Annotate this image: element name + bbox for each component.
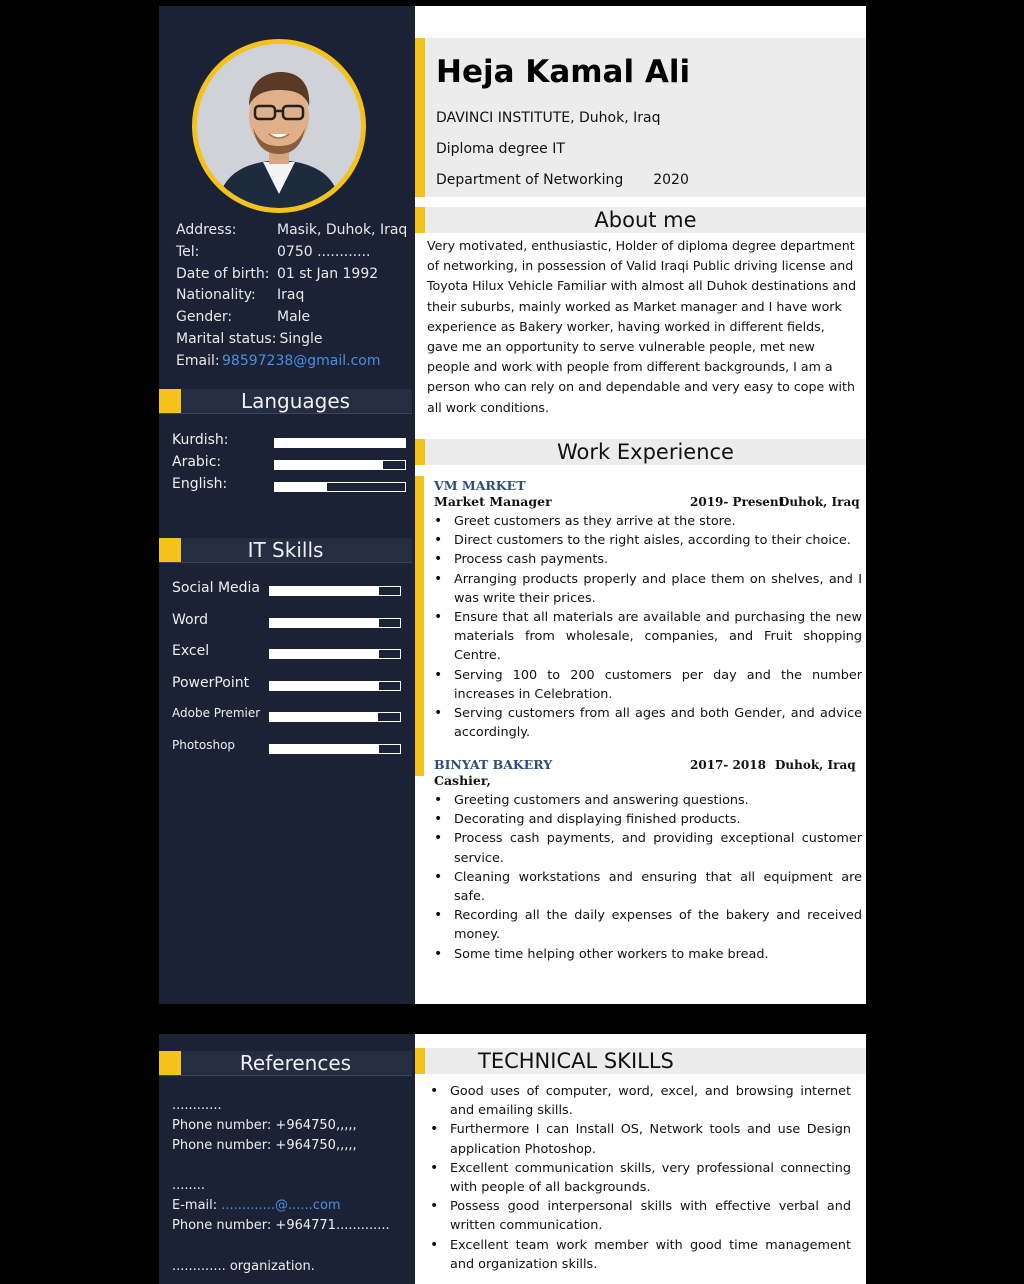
bullet-item: • Some time helping other workers to make bread. <box>434 945 862 964</box>
work-experience-header <box>415 439 866 465</box>
candidate-name: Heja Kamal Ali <box>436 54 691 90</box>
accent-stripe <box>415 207 425 233</box>
level-bar <box>269 744 401 754</box>
bar-label: PowerPoint <box>172 674 250 691</box>
level-bar-fill <box>270 587 379 595</box>
job-location: Duhok, Iraq <box>775 758 856 772</box>
bullet-item: • Possess good interpersonal skills with effective verbal and written communication. <box>430 1197 851 1235</box>
bar-label: Photoshop <box>172 737 236 752</box>
info-key: Email: <box>176 352 220 369</box>
person-portrait-icon <box>197 44 361 208</box>
info-key: Date of birth: <box>176 265 270 282</box>
info-key: Gender: <box>176 309 233 326</box>
section-title: Work Experience <box>557 440 734 464</box>
bullet-item: • Arranging products properly and place them on shelves, and I was write their prices. <box>434 570 862 608</box>
level-bar-fill <box>270 745 379 753</box>
section-title: About me <box>594 208 697 232</box>
job-duties <box>434 512 862 742</box>
accent-stripe <box>415 38 425 197</box>
main-content <box>415 6 866 1004</box>
name-header <box>415 38 866 197</box>
info-value: Male <box>277 309 311 326</box>
bullet-item: • Cleaning workstations and ensuring that all equipment are safe. <box>434 868 862 906</box>
bar-label: Social Media <box>172 580 261 596</box>
job-location: Duhok, Iraq <box>779 495 860 509</box>
bullet-item: • Process cash payments, and providing exceptional customer service. <box>434 829 862 867</box>
info-key: Tel: <box>176 243 200 260</box>
job-company: BINYAT BAKERY <box>434 757 553 772</box>
bullet-item: • Good uses of computer, word, excel, and browsing internet and emailing skills. <box>430 1082 851 1120</box>
bar-label: Arabic: <box>172 454 222 470</box>
bullet-item: • Process cash payments. <box>434 550 862 569</box>
job-role: Cashier, <box>434 773 491 788</box>
reference-email-label: E-mail: <box>172 1198 222 1213</box>
languages-header <box>159 389 412 414</box>
email-link[interactable]: 98597238@gmail.com <box>222 352 381 369</box>
section-title: References <box>239 1051 352 1075</box>
reference-organization: ............. organization. <box>172 1259 315 1274</box>
department-line <box>436 172 689 188</box>
level-bar <box>274 482 406 492</box>
info-row-dob <box>176 264 407 286</box>
bullet-item: • Greet customers as they arrive at the store. <box>434 512 862 531</box>
info-row-tel <box>176 242 407 264</box>
info-value: Single <box>279 330 323 347</box>
level-bar-fill <box>270 713 378 721</box>
technical-skills-header <box>415 1048 866 1074</box>
job-vm-market <box>434 478 862 742</box>
info-key: Nationality: <box>176 287 256 304</box>
bullet-item: • Decorating and displaying finished products. <box>434 810 862 829</box>
section-title: TECHNICAL SKILLS <box>478 1049 674 1073</box>
resume-page-2 <box>159 1034 866 1284</box>
level-bar-fill <box>275 439 405 447</box>
reference-name-2: ........ <box>172 1178 206 1193</box>
job-role: Market Manager <box>434 494 552 509</box>
bar-label: Adobe Premier <box>172 706 261 720</box>
info-row-address <box>176 220 407 242</box>
bullet-item: • Furthermore I can Install OS, Network tools and use Design application Photoshop. <box>430 1120 851 1158</box>
profile-photo <box>192 39 366 213</box>
info-row-email <box>176 351 407 373</box>
about-header <box>415 207 866 233</box>
reference-email-link[interactable]: .............@......com <box>221 1198 341 1213</box>
info-value: 0750 ............ <box>277 243 371 260</box>
section-title: Languages <box>240 389 351 413</box>
bullet-item: • Recording all the daily expenses of the bakery and received money. <box>434 906 862 944</box>
job-company: VM MARKET <box>434 478 526 493</box>
institute-line: DAVINCI INSTITUTE, Duhok, Iraq <box>436 110 661 126</box>
job-binyat-bakery <box>434 757 862 964</box>
bar-label: Kurdish: <box>172 432 229 448</box>
section-title: IT Skills <box>247 538 324 562</box>
resume-page-1 <box>159 6 866 1004</box>
info-key: Address: <box>176 222 237 238</box>
bar-label: English: <box>172 476 228 492</box>
info-value: Iraq <box>277 287 305 304</box>
bullet-item: • Serving customers from all ages and both Gender, and advice accordingly. <box>434 704 862 742</box>
level-bar <box>274 438 406 448</box>
personal-info <box>176 220 407 373</box>
bullet-item: • Ensure that all materials are available and purchasing the new materials from wholesale, companies, and Fruit shopping Centre. <box>434 608 862 666</box>
job-date: 2019- Present <box>690 495 785 509</box>
bar-label: Excel <box>172 643 210 659</box>
info-key: Marital status: <box>176 330 277 347</box>
department-text: Department of Networking <box>436 172 624 188</box>
about-text: Very motivated, enthusiastic, Holder of diploma degree department of networking, in possession of Valid Iraqi Public driving license and Toyota Hilux Vehicle Familiar with almost all Duhok destinations and their suburbs, mainly worked as Market manager and I have work experience as Bakery worker, having worked in different fields, gave me an opportunity to serve vulnerable people, met new people and work with people from different backgrounds, I am a person who can rely on and dependable and very easy to cope with all work conditions. <box>427 238 857 415</box>
reference-phone: Phone number: +964771............. <box>172 1218 390 1233</box>
main-content <box>415 1034 866 1284</box>
references-header <box>159 1051 412 1076</box>
level-bar-fill <box>270 682 379 690</box>
reference-phone: Phone number: +964750,,,,, <box>172 1138 357 1153</box>
sidebar <box>159 1034 415 1284</box>
accent-stripe <box>415 1048 425 1074</box>
level-bar-fill <box>275 461 383 469</box>
bar-label: Word <box>172 611 208 628</box>
info-value: 01 st Jan 1992 <box>277 265 379 282</box>
reference-name-1: ............ <box>172 1098 222 1113</box>
accent-stripe <box>415 476 424 776</box>
level-bar-fill <box>275 483 327 491</box>
reference-email <box>172 1198 341 1213</box>
job-duties <box>434 791 862 964</box>
level-bar-fill <box>270 619 379 627</box>
info-row-nationality <box>176 285 407 307</box>
level-bar <box>269 586 401 596</box>
bullet-item: • Greeting customers and answering questions. <box>434 791 862 810</box>
bullet-item: • Excellent communication skills, very professional connecting with people of all backgrounds. <box>430 1159 851 1197</box>
level-bar <box>269 712 401 722</box>
technical-skills-list <box>430 1082 851 1274</box>
level-bar <box>269 618 401 628</box>
reference-phone: Phone number: +964750,,,,, <box>172 1118 357 1133</box>
bullet-item: • Direct customers to the right aisles, according to their choice. <box>434 531 862 550</box>
level-bar <box>274 460 406 470</box>
accent-stripe <box>415 439 425 465</box>
graduation-year: 2020 <box>653 172 689 188</box>
job-date: 2017- 2018 <box>690 758 766 772</box>
info-row-marital <box>176 329 407 351</box>
it-skills-header <box>159 538 412 563</box>
sidebar <box>159 6 415 1004</box>
degree-line: Diploma degree IT <box>436 141 565 157</box>
level-bar <box>269 681 401 691</box>
info-row-gender <box>176 307 407 329</box>
info-value: Masik, Duhok, Iraq <box>277 222 408 238</box>
bullet-item: • Excellent team work member with good time management and organization skills. <box>430 1236 851 1274</box>
bullet-item: • Serving 100 to 200 customers per day and the number increases in Celebration. <box>434 666 862 704</box>
level-bar <box>269 649 401 659</box>
level-bar-fill <box>270 650 379 658</box>
